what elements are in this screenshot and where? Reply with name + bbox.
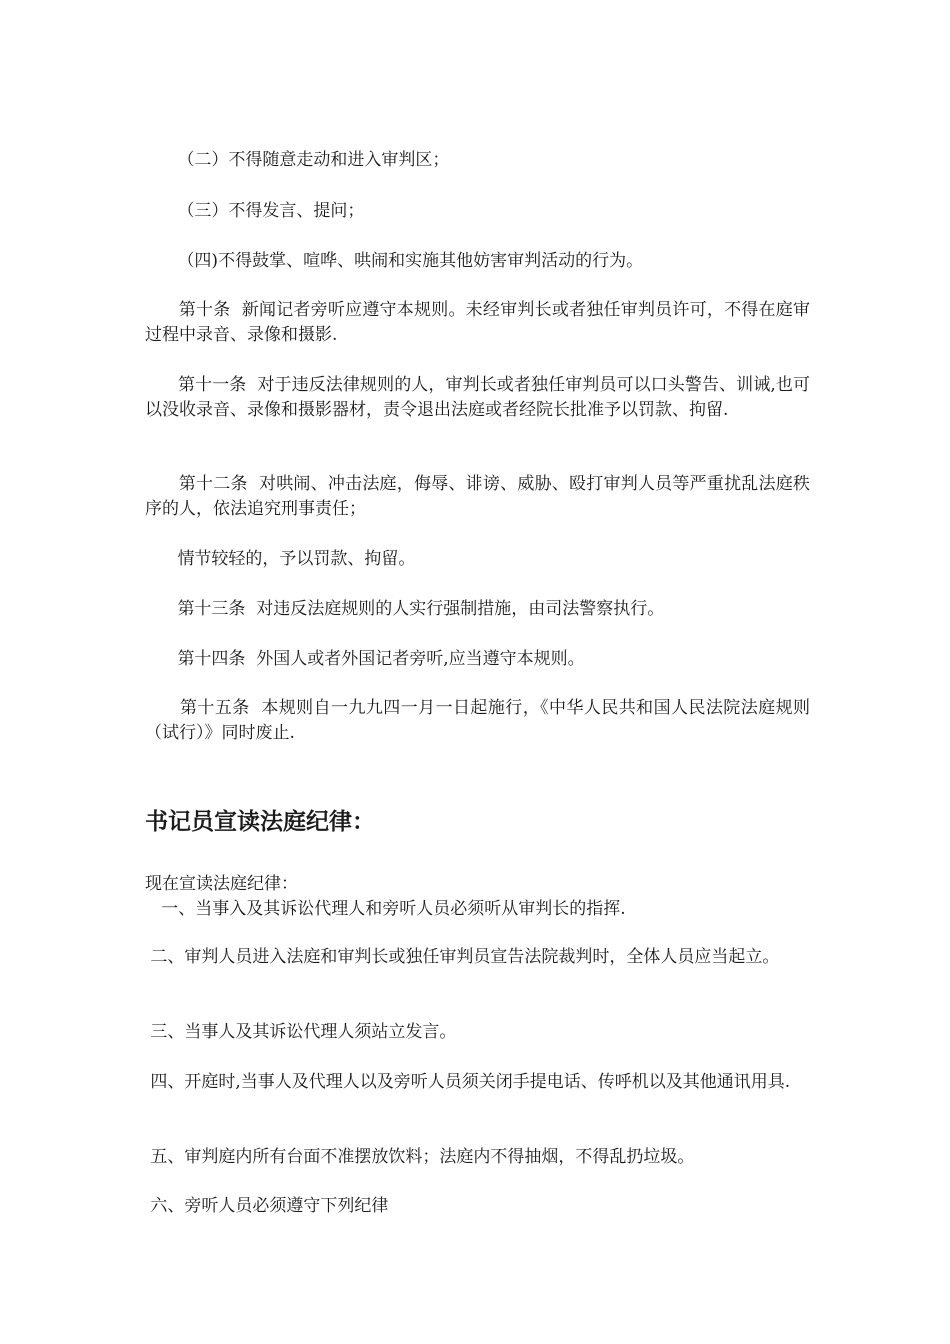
- article-10: 第十条 新闻记者旁听应遵守本规则。未经审判长或者独任审判员许可，不得在庭审过程中录音、录像和摄影.: [145, 300, 810, 345]
- article-15: 第十五条 本规则自一九九四一月一日起施行，《中华人民共和国人民法院法庭规则（试行）》同时废止.: [145, 698, 810, 743]
- article-11: 第十一条 对于违反法律规则的人，审判长或者独任审判员可以口头警告、训诫,也可以没收录音、录像和摄影器材，责令退出法庭或者经院长批准予以罚款、拘留.: [145, 375, 810, 420]
- rule-item-3: （三）不得发言、提问；: [145, 201, 365, 221]
- discipline-intro: 现在宣读法庭纪律：: [145, 874, 298, 894]
- discipline-item-4: 四、开庭时,当事人及代理人以及旁听人员须关闭手提电话、传呼机以及其他通讯用具.: [145, 1072, 791, 1092]
- article-12-continued: 情节较轻的，予以罚款、拘留。: [145, 549, 416, 569]
- section-heading: 书记员宣读法庭纪律：: [145, 809, 375, 835]
- article-12: 第十二条 对哄闹、冲击法庭，侮辱、诽谤、威胁、殴打审判人员等严重扰乱法庭秩序的人，依法追究刑事责任；: [145, 474, 810, 519]
- discipline-item-6: 六、旁听人员必须遵守下列纪律: [145, 1196, 389, 1216]
- article-13: 第十三条 对违反法庭规则的人实行强制措施，由司法警察执行。: [145, 599, 665, 619]
- article-14: 第十四条 外国人或者外国记者旁听,应当遵守本规则。: [145, 649, 585, 669]
- discipline-item-5: 五、审判庭内所有台面不准摆放饮料；法庭内不得抽烟，不得乱扔垃圾。: [145, 1147, 695, 1167]
- discipline-item-1: 一、当事入及其诉讼代理人和旁听人员必须听从审判长的指挥.: [145, 899, 626, 919]
- rule-item-2: （二）不得随意走动和进入审判区；: [145, 150, 450, 170]
- rule-item-4: （四)不得鼓掌、喧哗、哄闹和实施其他妨害审判活动的行为。: [145, 251, 644, 271]
- discipline-item-2: 二、审判人员进入法庭和审判长或独任审判员宣告法院裁判时，全体人员应当起立。: [145, 947, 780, 967]
- discipline-item-3: 三、当事人及其诉讼代理人须站立发言。: [145, 1022, 457, 1042]
